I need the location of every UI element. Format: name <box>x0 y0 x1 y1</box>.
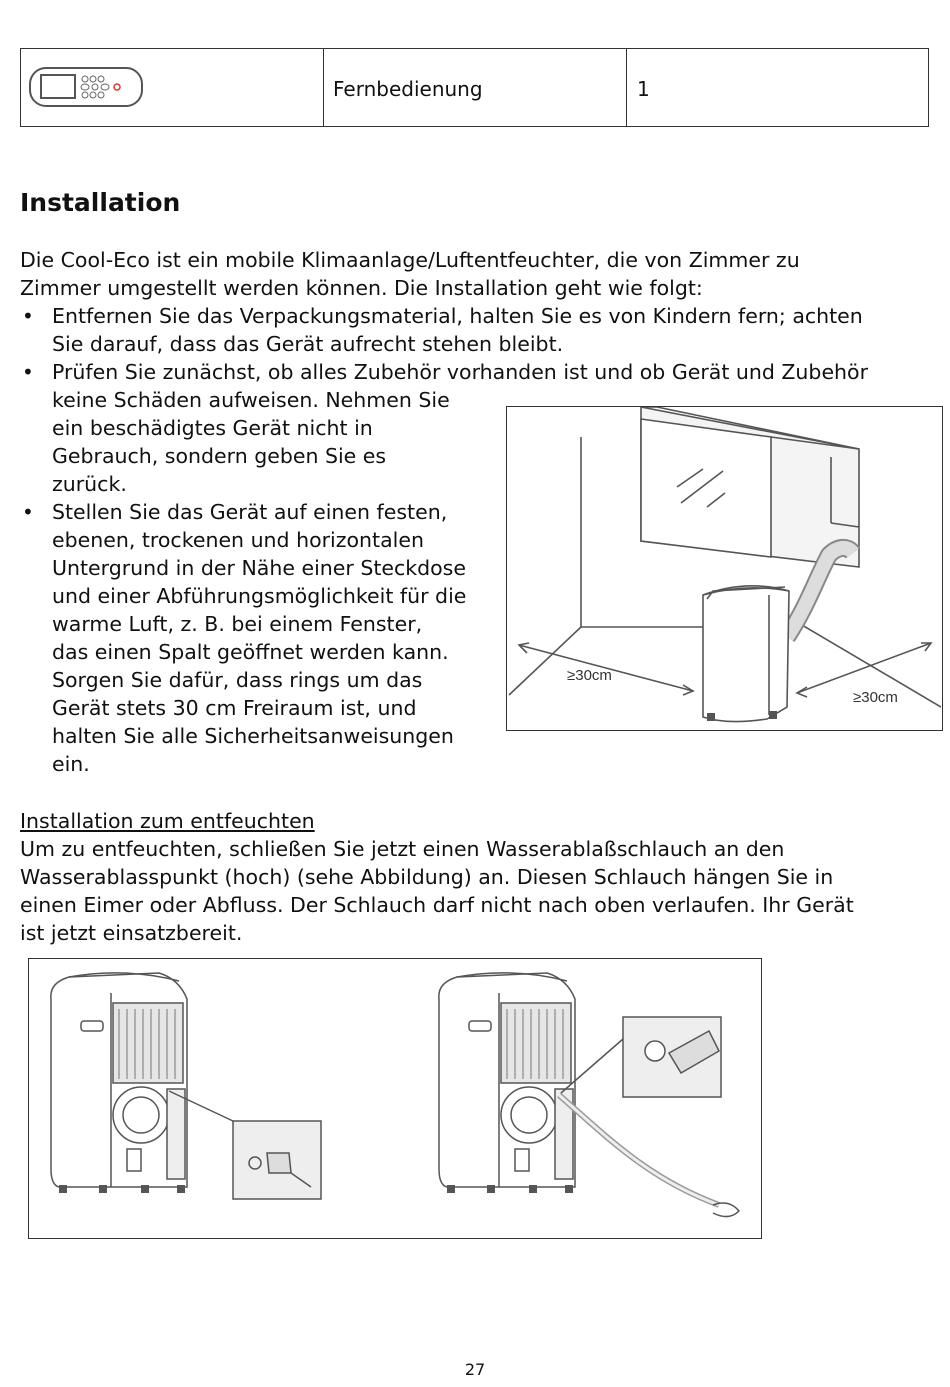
bullet-line: das einen Spalt geöffnet werden kann. <box>52 640 449 664</box>
drain-hose-illustration <box>28 958 762 1239</box>
bullet-line: Gerät stets 30 cm Freiraum ist, und <box>52 696 417 720</box>
bullet-line: warme Luft, z. B. bei einem Fenster, <box>52 612 423 636</box>
bullet-line: Stellen Sie das Gerät auf einen festen, <box>52 500 448 524</box>
dehumidify-line: ist jetzt einsatzbereit. <box>20 921 243 945</box>
dehumidify-line: Wasserablasspunkt (hoch) (sehe Abbildung) an. Diesen Schlauch hängen Sie in <box>20 865 834 889</box>
bullet-line: Prüfen Sie zunächst, ob alles Zubehör vorhanden ist und ob Gerät und Zubehör <box>52 360 869 384</box>
bullet-line: zurück. <box>52 472 127 496</box>
bullet-line: ebenen, trockenen und horizontalen <box>52 528 424 552</box>
table-divider <box>323 49 324 126</box>
bullet-line: ein. <box>52 752 90 776</box>
bullet-marker: • <box>22 500 34 524</box>
parts-table-row <box>20 48 929 127</box>
bullet-line: ein beschädigtes Gerät nicht in <box>52 416 373 440</box>
section-title: Installation <box>20 188 181 217</box>
table-divider <box>626 49 627 126</box>
bullet-line: Sie darauf, dass das Gerät aufrecht stehen bleibt. <box>52 332 564 356</box>
bullet-line: Untergrund in der Nähe einer Steckdose <box>52 556 466 580</box>
subsection-title: Installation zum entfeuchten <box>20 809 315 833</box>
dehumidify-line: einen Eimer oder Abfluss. Der Schlauch darf nicht nach oben verlaufen. Ihr Gerät <box>20 893 854 917</box>
item-quantity: 1 <box>637 77 650 101</box>
bullet-line: Gebrauch, sondern geben Sie es <box>52 444 387 468</box>
bullet-line: halten Sie alle Sicherheitsanweisungen <box>52 724 454 748</box>
item-name: Fernbedienung <box>333 77 483 101</box>
intro-line: Die Cool-Eco ist ein mobile Klimaanlage/Luftentfeuchter, die von Zimmer zu <box>20 248 800 272</box>
page-number: 27 <box>464 1360 486 1379</box>
placement-illustration <box>506 406 943 731</box>
bullet-line: und einer Abführungsmöglichkeit für die <box>52 584 467 608</box>
clearance-label-left: ≥30cm <box>567 667 612 684</box>
bullet-line: Sorgen Sie dafür, dass rings um das <box>52 668 423 692</box>
bullet-marker: • <box>22 304 34 328</box>
intro-line: Zimmer umgestellt werden können. Die Installation geht wie folgt: <box>20 276 703 300</box>
bullet-marker: • <box>22 360 34 384</box>
dehumidify-line: Um zu entfeuchten, schließen Sie jetzt einen Wasserablaßschlauch an den <box>20 837 785 861</box>
remote-control-icon <box>29 67 145 111</box>
clearance-label-right: ≥30cm <box>853 689 898 706</box>
bullet-line: keine Schäden aufweisen. Nehmen Sie <box>52 388 450 412</box>
bullet-line: Entfernen Sie das Verpackungsmaterial, halten Sie es von Kindern fern; achten <box>52 304 863 328</box>
